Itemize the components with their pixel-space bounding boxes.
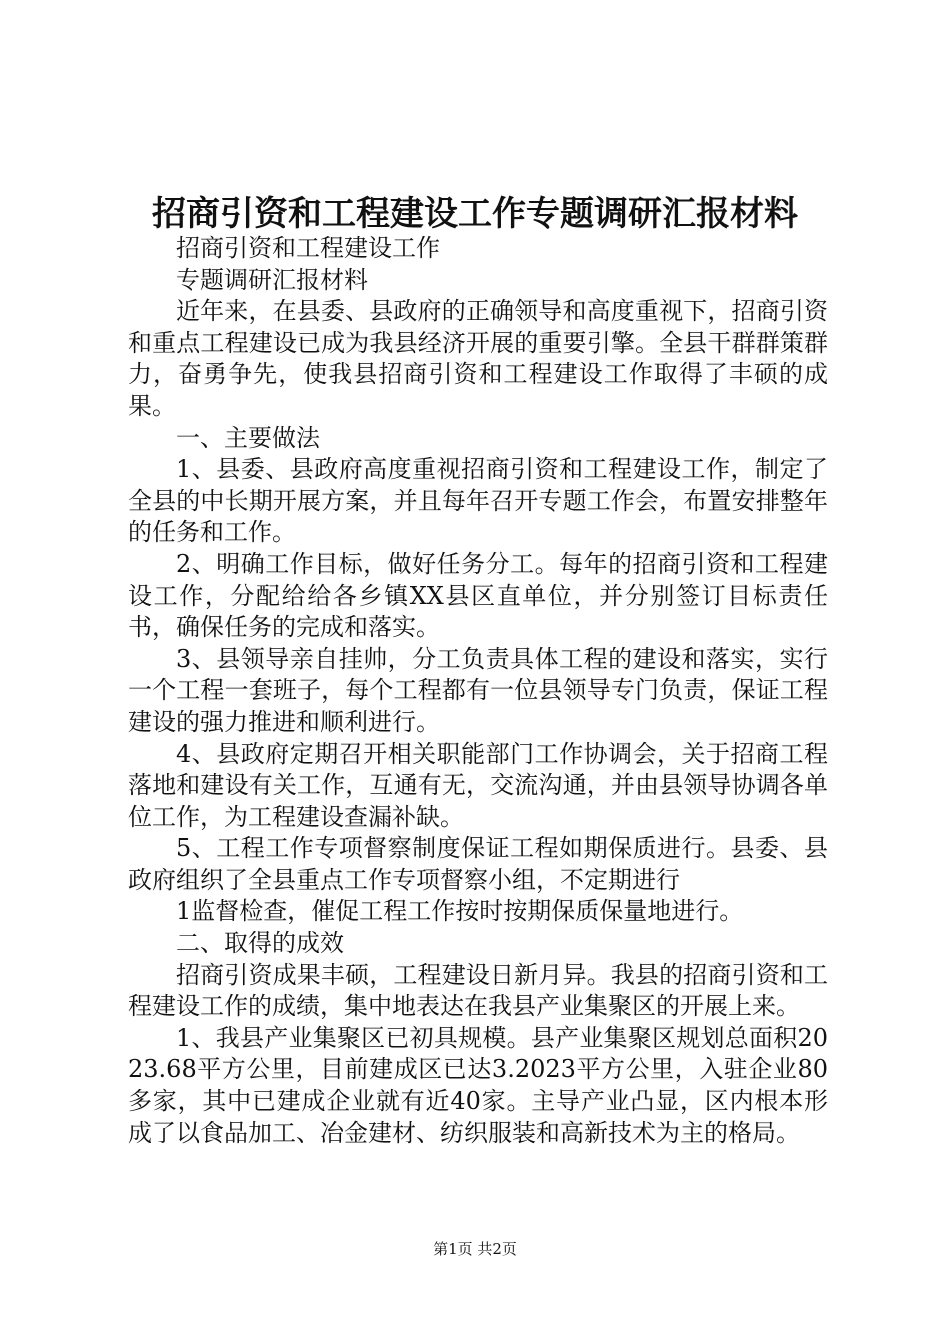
- paragraph: 4、县政府定期召开相关职能部门工作协调会，关于招商工程落地和建设有关工作，互通有无，交流沟通，并由县领导协调各单位工作，为工程建设查漏补缺。: [128, 739, 828, 831]
- paragraph: 2、明确工作目标，做好任务分工。每年的招商引资和工程建设工作，分配给给各乡镇XX县区直单位，并分别签订目标责任书，确保任务的完成和落实。: [128, 549, 828, 642]
- paragraph: 招商引资和工程建设工作: [176, 234, 440, 262]
- page-number-footer: 第1页 共2页: [433, 1240, 517, 1258]
- paragraph: 5、工程工作专项督察制度保证工程如期保质进行。县委、县政府组织了全县重点工作专项督察小组，不定期进行: [128, 834, 828, 894]
- document-body: [128, 233, 828, 1149]
- section-heading: 一、主要做法: [176, 423, 320, 452]
- paragraph: 招商引资成果丰硕，工程建设日新月异。我县的招商引资和工程建设工作的成绩，集中地表达在我县产业集聚区的开展上来。: [128, 960, 828, 1021]
- paragraph: 专题调研汇报材料: [176, 265, 368, 294]
- document-title: 招商引资和工程建设工作专题调研汇报材料: [152, 194, 798, 234]
- paragraph: 1、我县产业集聚区已初具规模。县产业集聚区规划总面积2023.68平方公里，目前建成区已达3.2023平方公里，入驻企业80多家，其中已建成企业就有近40家。主导产业凸显，区内根本形成了以食品加工、冶金建材、纺织服装和高新技术为主的格局。: [128, 1023, 828, 1147]
- section-heading: 二、取得的成效: [176, 929, 344, 958]
- paragraph: 3、县领导亲自挂帅，分工负责具体工程的建设和落实，实行一个工程一套班子，每个工程都有一位县领导专门负责，保证工程建设的强力推进和顺利进行。: [128, 644, 828, 736]
- paragraph: 1监督检查，催促工程工作按时按期保质保量地进行。: [176, 897, 744, 926]
- paragraph: 1、县委、县政府高度重视招商引资和工程建设工作，制定了全县的中长期开展方案，并且每年召开专题工作会，布置安排整年的任务和工作。: [128, 455, 828, 547]
- paragraph: 近年来，在县委、县政府的正确领导和高度重视下，招商引资和重点工程建设已成为我县经济开展的重要引擎。全县干群群策群力，奋勇争先，使我县招商引资和工程建设工作取得了丰硕的成果。: [128, 297, 828, 420]
